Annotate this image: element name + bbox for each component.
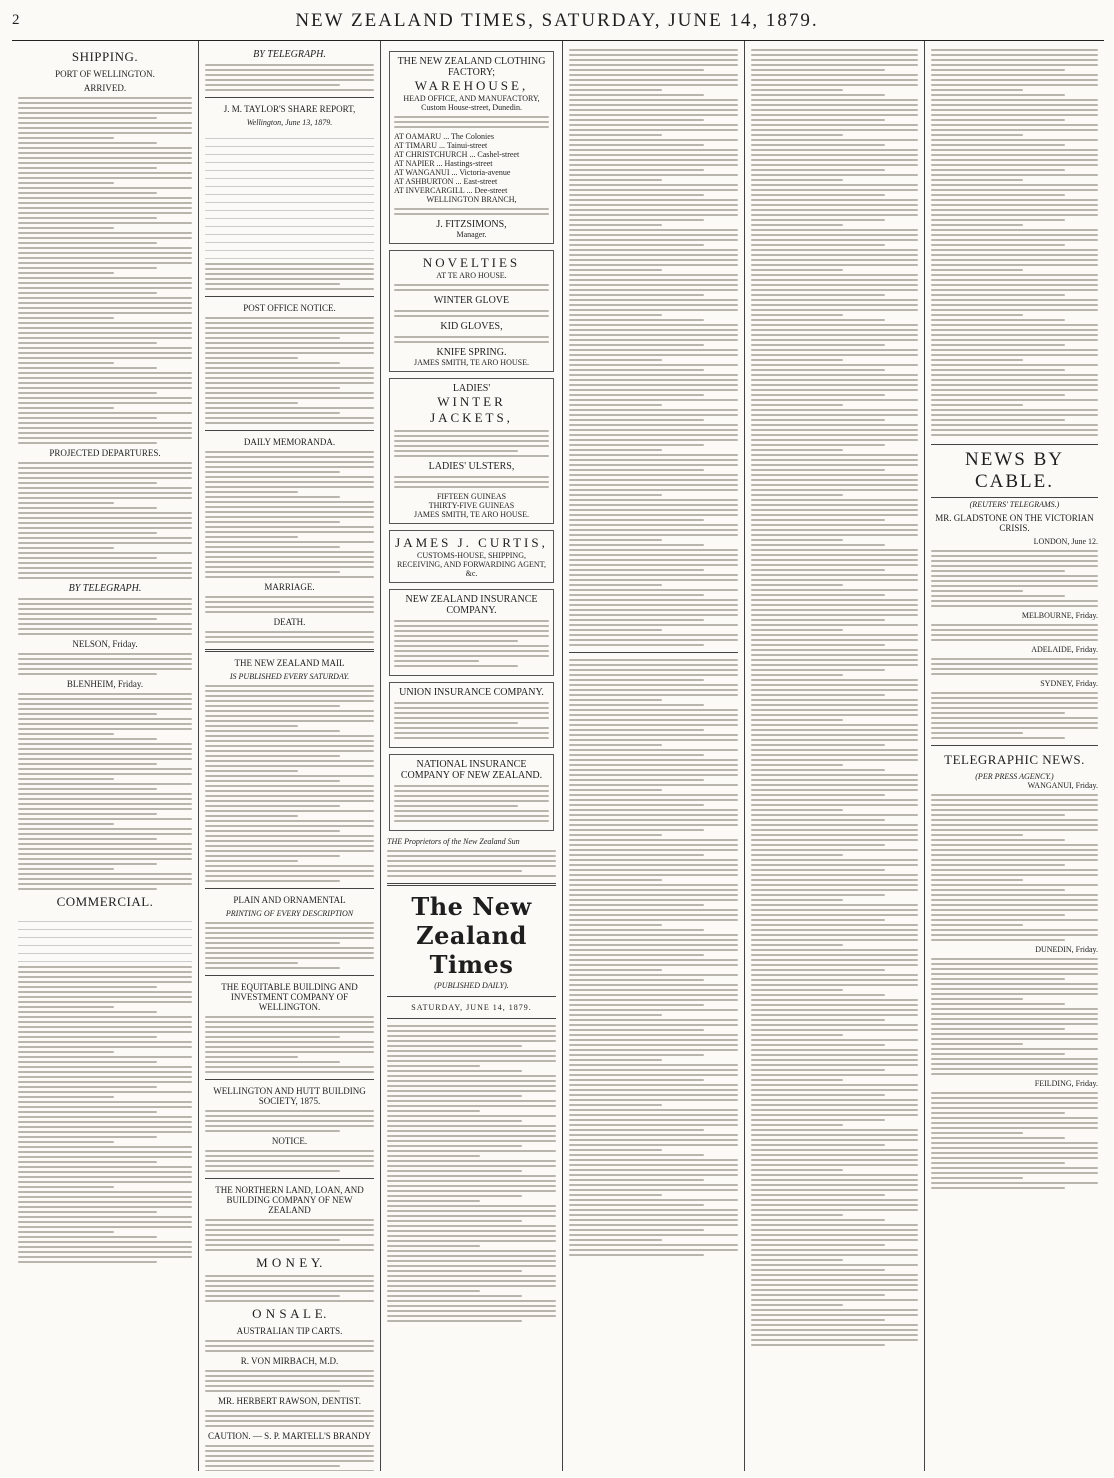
curtis-title: JAMES J. CURTIS,: [395, 535, 548, 550]
head-office: HEAD OFFICE, AND MANUFACTORY,: [403, 94, 540, 103]
column-notices: [198, 41, 380, 1471]
death-text: [205, 631, 374, 643]
published-daily: (PUBLISHED DAILY).: [434, 981, 509, 990]
nz-mail-sub: IS PUBLISHED EVERY SATURDAY.: [229, 672, 350, 681]
national-insurance-ad: [389, 754, 554, 831]
equitable-text: [205, 1016, 374, 1073]
von-mirbach-heading: R. VON MIRBACH, M.D.: [240, 1356, 339, 1366]
death-heading: DEATH.: [273, 617, 306, 627]
tip-carts-heading: AUSTRALIAN TIP CARTS.: [236, 1326, 343, 1336]
nz-insurance-ad: [389, 589, 554, 676]
telegraph-heading-2: BY TELEGRAPH.: [253, 49, 326, 60]
custom-house: Custom House-street, Dunedin.: [421, 103, 522, 112]
novelties-text: [394, 284, 549, 291]
proprietors-notice: THE Proprietors of the New Zealand Sun: [387, 837, 520, 846]
newspaper-columns: [12, 40, 1104, 1473]
union-insurance-ad: [389, 682, 554, 748]
shipping-text: [18, 97, 192, 444]
nelson-text: [18, 653, 192, 675]
kid-gloves-text: [394, 336, 549, 343]
wellington-hutt-heading: WELLINGTON AND HUTT BUILDING SOCIETY, 1875.: [213, 1086, 366, 1106]
ladies-ulsters: LADIES' ULSTERS,: [428, 461, 515, 472]
union-insurance-text: [394, 702, 549, 739]
editorial-dateline: SATURDAY, JUNE 14, 1879.: [411, 1003, 532, 1012]
te-aro-ad-2: [389, 378, 554, 524]
rawson-heading: MR. HERBERT RAWSON, DENTIST.: [218, 1396, 361, 1406]
caution-heading: CAUTION. — S. P. MARTELL'S BRANDY: [207, 1431, 372, 1441]
james-smith-2: JAMES SMITH, TE ARO HOUSE.: [414, 510, 529, 519]
james-smith-1: JAMES SMITH, TE ARO HOUSE.: [414, 358, 529, 367]
te-aro-house: AT TE ARO HOUSE.: [436, 271, 507, 280]
local-news-text: [751, 49, 918, 1346]
departures-text: [18, 462, 192, 579]
press-agency-label: (PER PRESS AGENCY.): [975, 772, 1054, 781]
curtis-sub: CUSTOMS-HOUSE, SHIPPING, RECEIVING, AND FORWARDING AGENT, &c.: [397, 551, 546, 578]
wanganui-dateline: WANGANUI, Friday.: [1027, 781, 1098, 790]
sydney-dateline: SYDNEY, Friday.: [1040, 679, 1098, 688]
column-advertisements: [380, 41, 562, 1471]
shipping-heading: SHIPPING.: [71, 49, 139, 64]
winter-jackets: WINTER JACKETS,: [430, 394, 513, 425]
notice-text: [205, 1150, 374, 1172]
warehouse-title: WAREHOUSE,: [414, 78, 529, 93]
local-news-text-2: [931, 49, 1098, 436]
wellington-branch-text: [394, 208, 549, 215]
nz-mail-contents: [205, 685, 374, 882]
london-text: [931, 550, 1098, 607]
telegraphic-news-heading: TELEGRAPHIC NEWS.: [944, 752, 1085, 767]
nelson-dateline: NELSON, Friday.: [72, 639, 138, 649]
share-table: [205, 131, 374, 259]
melbourne-text: [931, 624, 1098, 641]
share-report-date: Wellington, June 13, 1879.: [246, 118, 333, 127]
tip-carts-text: [205, 1340, 374, 1352]
wellington-branch: WELLINGTON BRANCH,: [426, 195, 517, 204]
union-insurance-title: UNION INSURANCE COMPANY.: [399, 687, 544, 698]
money-heading: M O N E Y.: [256, 1255, 323, 1270]
branch-item: AT CHRISTCHURCH ... Cashel-street: [394, 150, 520, 159]
nz-mail-heading: THE NEW ZEALAND MAIL: [234, 658, 345, 668]
ladies-label: LADIES': [452, 383, 491, 394]
branch-item: AT INVERCARGILL ... Dee-street: [394, 186, 508, 195]
blenheim-dateline: BLENHEIM, Friday.: [66, 679, 144, 689]
dunedin-text: [931, 958, 1098, 1075]
column-editorial-cont: [562, 41, 744, 1471]
te-aro-ad-1: [389, 250, 554, 372]
newspaper-title: NEW ZEALAND TIMES, SATURDAY, JUNE 14, 1879.: [295, 10, 819, 31]
kid-gloves: KID GLOVES,: [440, 321, 503, 332]
national-insurance-text: [394, 785, 549, 822]
commercial-heading: COMMERCIAL.: [56, 894, 154, 909]
printing-sub: PRINTING OF EVERY DESCRIPTION: [225, 909, 354, 918]
cable-heading-box: [931, 444, 1098, 498]
commercial-text: [18, 966, 192, 1263]
winter-glove: WINTER GLOVE: [433, 295, 510, 306]
money-text: [205, 1275, 374, 1302]
fitzsimons-name: J. FITZSIMONS,: [436, 219, 507, 230]
share-notes: [205, 263, 374, 290]
london-dateline: LONDON, June 12.: [1033, 537, 1098, 546]
share-report-heading: J. M. TAYLOR'S SHARE REPORT,: [223, 104, 356, 114]
memoranda-text: [205, 451, 374, 578]
commercial-table: [18, 914, 192, 962]
reuters-label: (REUTERS' TELEGRAMS.): [969, 500, 1060, 509]
column-shipping: [12, 41, 198, 1471]
on-sale-heading: O N S A L E.: [252, 1306, 327, 1321]
news-by-cable-heading: NEWS BY CABLE.: [965, 449, 1064, 492]
feilding-dateline: FEILDING, Friday.: [1034, 1079, 1098, 1088]
wanganui-text: [931, 794, 1098, 941]
port-heading: PORT OF WELLINGTON.: [55, 69, 155, 79]
wellington-hutt-text: [205, 1110, 374, 1132]
curtis-ad: [389, 530, 554, 583]
branch-item: AT NAPIER ... Hastings-street: [394, 159, 493, 168]
winter-glove-text: [394, 310, 549, 317]
melbourne-dateline: MELBOURNE, Friday.: [1021, 611, 1098, 620]
telegraph-text-2: [205, 64, 374, 91]
telegraph-text: [18, 598, 192, 635]
nz-insurance-title: NEW ZEALAND INSURANCE COMPANY.: [405, 594, 538, 616]
arrived-heading: ARRIVED.: [83, 83, 127, 93]
marriage-text: [205, 596, 374, 613]
feilding-text: [931, 1092, 1098, 1189]
adelaide-dateline: ADELAIDE, Friday.: [1031, 645, 1098, 654]
telegraph-heading: BY TELEGRAPH.: [68, 583, 142, 594]
editorial-second: [569, 659, 738, 1256]
northern-land-text: [205, 1219, 374, 1251]
nz-insurance-text: [394, 620, 549, 667]
equitable-heading: THE EQUITABLE BUILDING AND INVESTMENT COMPANY OF WELLINGTON.: [221, 982, 358, 1012]
masthead: [0, 0, 1114, 40]
editorial-masthead: The New Zealand Times: [411, 892, 532, 979]
dunedin-dateline: DUNEDIN, Friday.: [1035, 945, 1098, 954]
notice-heading: NOTICE.: [271, 1136, 308, 1146]
printing-heading: PLAIN AND ORNAMENTAL: [233, 895, 346, 905]
column-cable-news: [924, 41, 1104, 1471]
branch-item: AT TIMARU ... Tainui-street: [394, 141, 488, 150]
gladstone-heading: MR. GLADSTONE ON THE VICTORIAN CRISIS.: [935, 513, 1094, 533]
clothing-factory-ad: [389, 51, 554, 244]
rawson-text: [205, 1410, 374, 1427]
editorial-text: [387, 1025, 556, 1322]
ulsters-text: [394, 476, 549, 488]
fifteen-guineas: FIFTEEN GUINEAS: [436, 492, 507, 501]
branch-item: AT WANGANUI ... Victoria-avenue: [394, 168, 511, 177]
projected-departures-heading: PROJECTED DEPARTURES.: [49, 448, 161, 458]
post-office-heading: POST OFFICE NOTICE.: [243, 303, 336, 313]
clothing-ad-text: [394, 116, 549, 128]
national-insurance-title: NATIONAL INSURANCE COMPANY OF NEW ZEALAND.: [400, 759, 543, 781]
page-number: 2: [12, 12, 20, 28]
editorial-continued: [569, 49, 738, 646]
sydney-text: [931, 692, 1098, 739]
adelaide-text: [931, 658, 1098, 675]
branch-item: AT OAMARU ... The Colonies: [394, 132, 494, 141]
blenheim-text: [18, 693, 192, 890]
manager-label: Manager.: [456, 230, 487, 239]
winter-jackets-text: [394, 430, 549, 457]
proprietors-text: [387, 850, 556, 877]
northern-land-heading: THE NORTHERN LAND, LOAN, AND BUILDING COMPANY OF NEW ZEALAND: [215, 1185, 364, 1215]
novelties-title: NOVELTIES: [422, 255, 521, 270]
knife-spring: KNIFE SPRING.: [436, 347, 507, 358]
daily-memoranda-heading: DAILY MEMORANDA.: [243, 437, 336, 447]
caution-text: [205, 1445, 374, 1471]
post-office-text: [205, 317, 374, 424]
von-mirbach-text: [205, 1370, 374, 1392]
clothing-factory-title: THE NEW ZEALAND CLOTHING FACTORY;: [397, 56, 546, 78]
marriage-heading: MARRIAGE.: [264, 582, 315, 592]
column-local-news: [744, 41, 924, 1471]
printing-text: [205, 922, 374, 969]
branch-item: AT ASHBURTON ... East-street: [394, 177, 498, 186]
thirty-five-guineas: THIRTY-FIVE GUINEAS: [428, 501, 515, 510]
branches-list: [394, 132, 549, 195]
